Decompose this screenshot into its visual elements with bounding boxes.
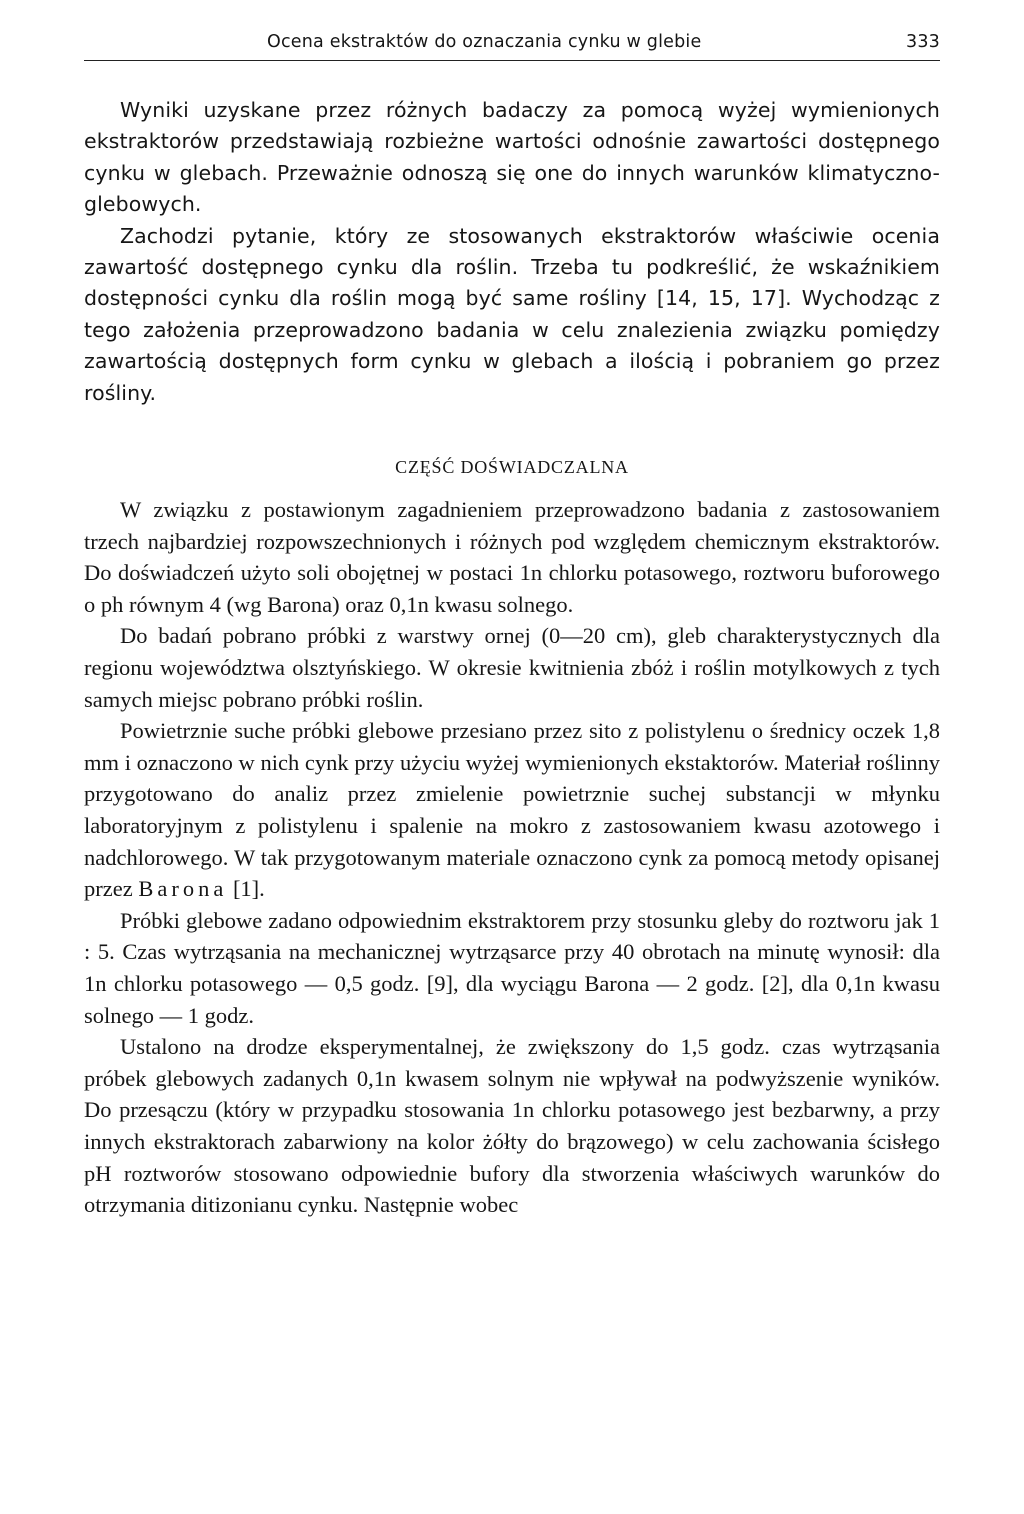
paragraph-text: Powietrznie suche próbki glebowe przesiano przez sito z polistylenu o średnicy oczek 1,8 mm i oznaczono w nich cynk przy użyciu wyżej wymienionych ekstaktorów. Materiał roślinny przygotowano do analiz przez zmielenie powietrznie suchej substancji w młynku laboratoryjnym z polistylenu i spalenie na mokro z zastosowaniem kwasu azotowego i nadchlorowego. W tak przygotowanym materiale oznaczono cynk za pomocą metody opisanej przez [84, 718, 940, 902]
body-paragraph: Ustalono na drodze eksperymentalnej, że zwiększony do 1,5 godz. czas wytrząsania próbek glebowych zadanych 0,1n kwasem solnym nie wpływał na podwyższenie wyników. Do przesączu (który w przypadku stosowania 1n chlorku potasowego jest bezbarwny, a przy innych ekstraktorach zabarwiony na kolor żółty do brązowego) w celu zachowania ścisłego pH roztworów stosowano odpowiednie bufory dla stworzenia właściwych warunków do otrzymania ditizonianu cynku. Następnie wobec [84, 1034, 940, 1218]
citation: [1]. [232, 876, 265, 902]
author-name: Barona [138, 876, 228, 902]
body-paragraph: Do badań pobrano próbki z warstwy ornej (0—20 cm), gleb charakterystycznych dla regionu województwa olsztyńskiego. W okresie kwitnienia zbóż i roślin motylkowych z tych samych miejsc pobrano próbki roślin. [84, 623, 940, 712]
experimental-section-text [84, 494, 940, 1221]
page-number: 333 [905, 32, 940, 52]
section-heading: CZĘŚĆ DOŚWIADCZALNA [395, 457, 629, 478]
intro-paragraph: Zachodzi pytanie, który ze stosowanych ekstraktorów właściwie ocenia zawartość dostępnego cynku dla roślin. Trzeba tu podkreślić, że wskaźnikiem dostępności cynku dla roślin mogą być same rośliny [14, 15, 17]. Wychodząc z tego założenia przeprowadzono badania w celu znalezienia związku pomiędzy zawartością dostępnych form cynku w glebach a ilością i pobraniem go przez rośliny. [84, 223, 940, 405]
running-header [84, 30, 940, 61]
intro-text [84, 95, 940, 409]
body-paragraph: W związku z postawionym zagadnieniem przeprowadzono badania z zastosowaniem trzech najbardziej rozpowszechnionych i różnych pod względem chemicznym ekstraktorów. Do doświadczeń użyto soli obojętnej w postaci 1n chlorku potasowego, roztworu buforowego o ph równym 4 (wg Barona) oraz 0,1n kwasu solnego. [84, 497, 940, 617]
running-title: Ocena ekstraktów do oznaczania cynku w glebie [267, 32, 702, 52]
intro-paragraph: Wyniki uzyskane przez różnych badaczy za pomocą wyżej wymienionych ekstraktorów przedstawiają rozbieżne wartości odnośnie zawartości dostępnego cynku w glebach. Przeważnie odnoszą się one do innych warunków klimatyczno-glebowych. [84, 98, 940, 217]
journal-page [84, 30, 940, 1221]
body-paragraph [84, 715, 940, 905]
body-paragraph: Próbki glebowe zadano odpowiednim ekstraktorem przy stosunku gleby do roztworu jak 1 : 5. Czas wytrząsania na mechanicznej wytrząsarce przy 40 obrotach na minutę wynosił: dla 1n chlorku potasowego — 0,5 godz. [9], dla wyciągu Barona — 2 godz. [2], dla 0,1n kwasu solnego — 1 godz. [84, 907, 940, 1028]
